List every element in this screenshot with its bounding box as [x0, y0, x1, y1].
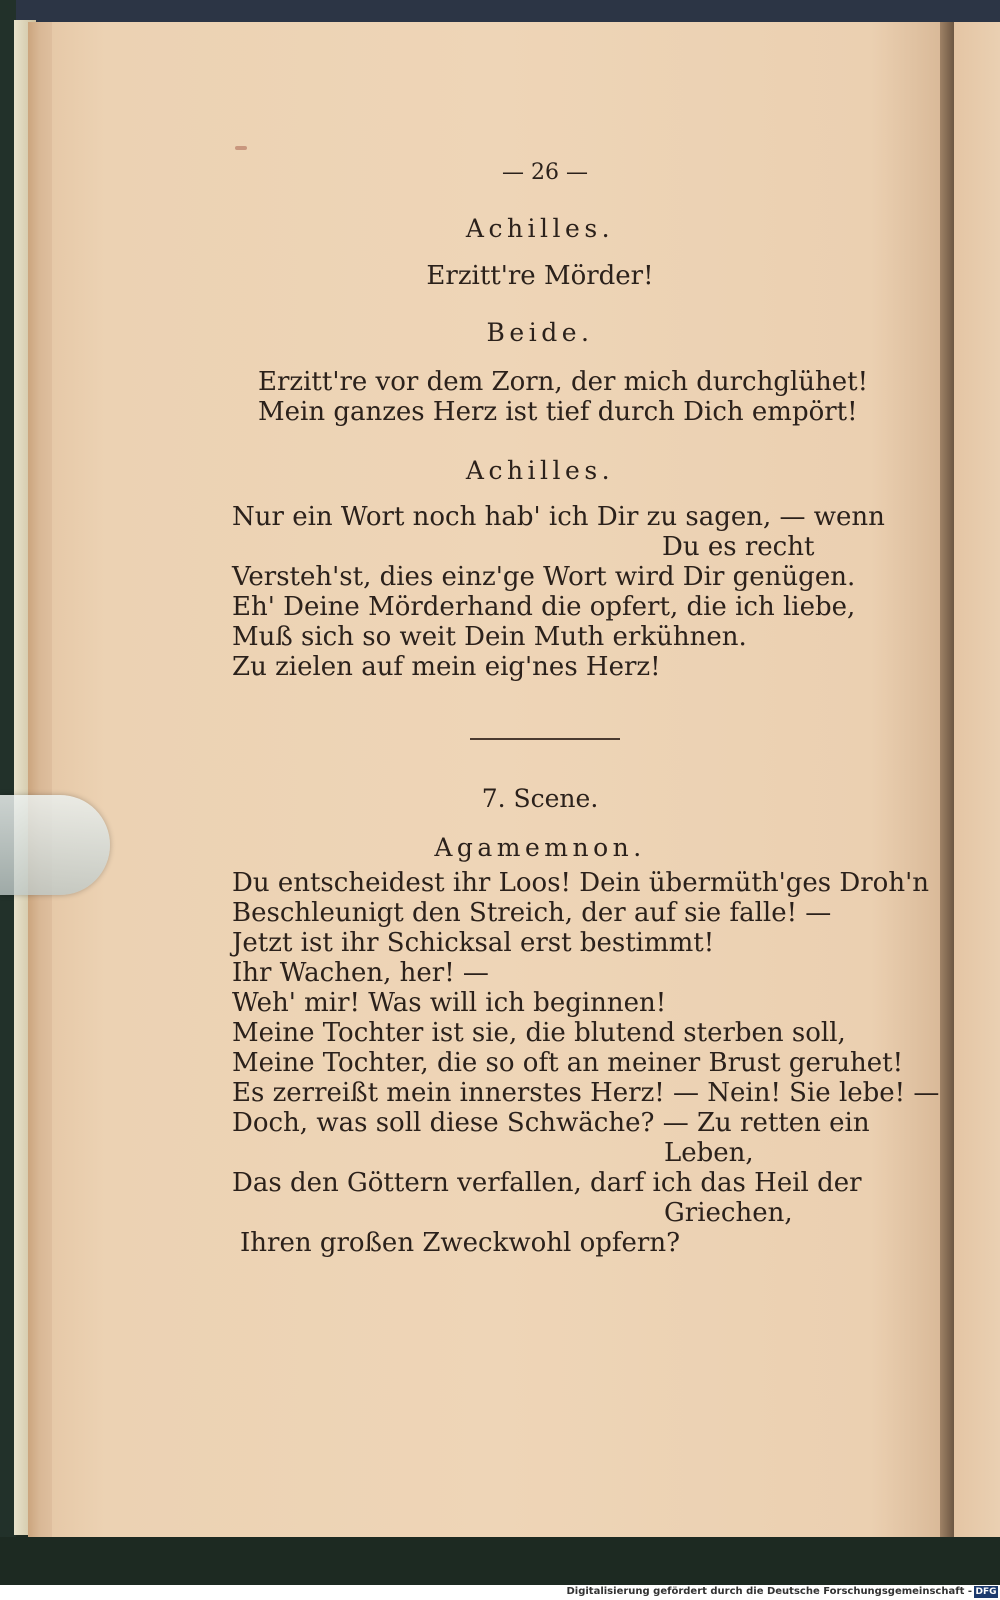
verse-line: Erzitt're vor dem Zorn, der mich durchglühet! — [258, 367, 869, 397]
section-divider — [470, 738, 620, 740]
ink-mark — [235, 146, 247, 150]
verse-line: Zu zielen auf mein eig'nes Herz! — [232, 652, 661, 682]
facing-page-edge — [954, 22, 1000, 1537]
verse-line: Nur ein Wort noch hab' ich Dir zu sagen, — wenn — [232, 502, 885, 532]
book-page — [52, 22, 942, 1537]
scan-frame-top — [0, 0, 1000, 22]
verse-line: Es zerreißt mein innerstes Herz! — Nein! Sie lebe! — — [232, 1078, 940, 1108]
page-gutter-right — [940, 22, 954, 1537]
verse-line: Jetzt ist ihr Schicksal erst bestimmt! — [232, 928, 715, 958]
speaker-beide: Beide. — [486, 318, 594, 347]
footer-bar — [0, 1585, 1000, 1600]
verse-line-continuation: Du es recht — [662, 532, 815, 562]
scene-heading: 7. Scene. — [481, 784, 599, 813]
speaker-achilles-1: Achilles. — [465, 214, 615, 243]
verse-line: Weh' mir! Was will ich beginnen! — [232, 988, 667, 1018]
scan-frame-bottom — [0, 1537, 1000, 1585]
speaker-achilles-2: Achilles. — [465, 456, 615, 485]
verse-line: Mein ganzes Herz ist tief durch Dich empört! — [258, 397, 858, 427]
dfg-logo: DFG — [975, 1587, 997, 1597]
verse-line-continuation: Griechen, — [664, 1198, 793, 1228]
verse-line: Ihren großen Zweckwohl opfern? — [240, 1228, 681, 1258]
page-number: — 26 — — [502, 160, 588, 185]
verse-line: Meine Tochter, die so oft an meiner Brust geruhet! — [232, 1048, 904, 1078]
verse-line: Eh' Deine Mörderhand die opfert, die ich liebe, — [232, 592, 856, 622]
verse-line: Meine Tochter ist sie, die blutend sterben soll, — [232, 1018, 846, 1048]
verse-line: Das den Göttern verfallen, darf ich das Heil der — [232, 1168, 862, 1198]
page-clip — [0, 795, 110, 895]
verse-line: Beschleunigt den Streich, der auf sie falle! — — [232, 898, 832, 928]
verse-line: Muß sich so weit Dein Muth erkühnen. — [232, 622, 747, 652]
speaker-agamemnon: Agamemnon. — [434, 833, 646, 862]
verse-line: Du entscheidest ihr Loos! Dein übermüth'ges Droh'n — [232, 868, 929, 898]
line-erzittre-moerder: Erzitt're Mörder! — [426, 261, 654, 291]
footer-credit: Digitalisierung gefördert durch die Deutsche Forschungsgemeinschaft - — [566, 1586, 972, 1597]
verse-line: Ihr Wachen, her! — — [232, 958, 489, 988]
verse-line: Versteh'st, dies einz'ge Wort wird Dir genügen. — [232, 562, 856, 592]
verse-line: Doch, was soll diese Schwäche? — Zu retten ein — [232, 1108, 870, 1138]
verse-line-continuation: Leben, — [664, 1138, 754, 1168]
